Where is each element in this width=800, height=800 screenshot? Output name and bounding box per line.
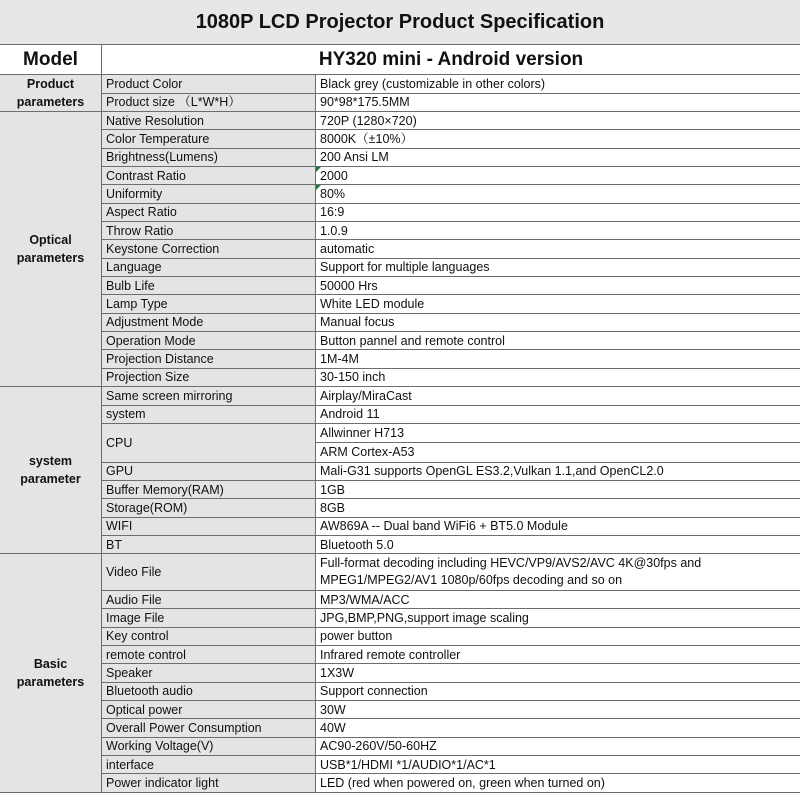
param-name: Operation Mode [102, 332, 316, 350]
param-name: Projection Size [102, 368, 316, 386]
spec-row [0, 590, 800, 608]
param-value: 1X3W [316, 664, 800, 682]
param-name: Native Resolution [102, 112, 316, 130]
param-value: MP3/WMA/ACC [316, 590, 800, 608]
param-name: Same screen mirroring [102, 387, 316, 405]
spec-row [0, 462, 800, 480]
param-value: Manual focus [316, 313, 800, 331]
spec-row [0, 499, 800, 517]
section-label: system parameter [0, 387, 102, 554]
param-value: 8GB [316, 499, 800, 517]
param-value: automatic [316, 240, 800, 258]
param-value: 40W [316, 719, 800, 737]
param-value: LED (red when powered on, green when turned on) [316, 774, 800, 792]
param-value: Bluetooth 5.0 [316, 535, 800, 553]
spec-row [0, 664, 800, 682]
spec-row [0, 258, 800, 276]
section-label: Optical parameters [0, 112, 102, 387]
param-value: Android 11 [316, 405, 800, 423]
spec-row [0, 332, 800, 350]
param-value: 50000 Hrs [316, 277, 800, 295]
title-row [0, 0, 800, 45]
spec-row [0, 627, 800, 645]
param-value: 2000 [316, 167, 800, 185]
param-name: Keystone Correction [102, 240, 316, 258]
spec-row [0, 222, 800, 240]
param-value: Black grey (customizable in other colors) [316, 75, 800, 94]
param-name: Product size （L*W*H） [102, 93, 316, 112]
param-value: Support connection [316, 682, 800, 700]
spec-row [0, 167, 800, 185]
section-label: Product parameters [0, 75, 102, 112]
spec-row [0, 609, 800, 627]
spec-row [0, 387, 800, 405]
param-name: Uniformity [102, 185, 316, 203]
param-value: 200 Ansi LM [316, 148, 800, 166]
model-value: HY320 mini - Android version [102, 45, 800, 75]
spec-row [0, 719, 800, 737]
param-value: USB*1/HDMI *1/AUDIO*1/AC*1 [316, 756, 800, 774]
param-value: White LED module [316, 295, 800, 313]
param-name: BT [102, 535, 316, 553]
spec-row [0, 75, 800, 94]
param-name: WIFI [102, 517, 316, 535]
param-name: Bulb Life [102, 277, 316, 295]
param-name: Throw Ratio [102, 222, 316, 240]
spec-row [0, 774, 800, 792]
param-name: Buffer Memory(RAM) [102, 480, 316, 498]
param-name: Speaker [102, 664, 316, 682]
param-name: Projection Distance [102, 350, 316, 368]
param-value: 16:9 [316, 203, 800, 221]
param-value: Support for multiple languages [316, 258, 800, 276]
param-name: Product Color [102, 75, 316, 94]
param-value: Full-format decoding including HEVC/VP9/AVS2/AVC 4K@30fps and MPEG1/MPEG2/AV1 1080p/60fps decoding and so on [316, 554, 800, 591]
spec-row [0, 682, 800, 700]
spec-row [0, 701, 800, 719]
param-value: JPG,BMP,PNG,support image scaling [316, 609, 800, 627]
param-value-group [316, 423, 800, 462]
param-value: Mali-G31 supports OpenGL ES3.2,Vulkan 1.1,and OpenCL2.0 [316, 462, 800, 480]
param-name: Video File [102, 554, 316, 591]
param-name: Brightness(Lumens) [102, 148, 316, 166]
param-name: Power indicator light [102, 774, 316, 792]
param-value: power button [316, 627, 800, 645]
param-name: Storage(ROM) [102, 499, 316, 517]
param-value: AC90-260V/50-60HZ [316, 737, 800, 755]
param-value-line: Allwinner H713 [320, 425, 405, 440]
param-name: Lamp Type [102, 295, 316, 313]
param-name: Aspect Ratio [102, 203, 316, 221]
param-value: AW869A -- Dual band WiFi6 + BT5.0 Module [316, 517, 800, 535]
param-name: Image File [102, 609, 316, 627]
model-label: Model [0, 45, 102, 75]
param-name: Bluetooth audio [102, 682, 316, 700]
spec-row [0, 148, 800, 166]
spec-row [0, 313, 800, 331]
param-value: Airplay/MiraCast [316, 387, 800, 405]
spec-row [0, 554, 800, 591]
spec-row [0, 737, 800, 755]
spec-row [0, 203, 800, 221]
param-name: CPU [102, 423, 316, 462]
spec-row [0, 535, 800, 553]
param-name: Audio File [102, 590, 316, 608]
spec-row [0, 277, 800, 295]
sheet-title: 1080P LCD Projector Product Specification [0, 0, 800, 45]
param-value: 1GB [316, 480, 800, 498]
spec-row [0, 350, 800, 368]
model-row [0, 45, 800, 75]
spec-row [0, 130, 800, 148]
param-name: Adjustment Mode [102, 313, 316, 331]
param-value: 30W [316, 701, 800, 719]
param-name: interface [102, 756, 316, 774]
param-name: Optical power [102, 701, 316, 719]
param-value: 80% [316, 185, 800, 203]
param-name: Overall Power Consumption [102, 719, 316, 737]
param-value: Infrared remote controller [316, 645, 800, 663]
spec-row [0, 368, 800, 386]
spec-row [0, 423, 800, 462]
spec-row [0, 405, 800, 423]
spec-row [0, 517, 800, 535]
spec-row [0, 756, 800, 774]
section-label: Basic parameters [0, 554, 102, 792]
param-name: GPU [102, 462, 316, 480]
param-name: Working Voltage(V) [102, 737, 316, 755]
spec-row [0, 185, 800, 203]
spec-row [0, 93, 800, 112]
param-value: 720P (1280×720) [316, 112, 800, 130]
param-name: Language [102, 258, 316, 276]
param-name: Contrast Ratio [102, 167, 316, 185]
spec-row [0, 645, 800, 663]
spec-row [0, 480, 800, 498]
param-value: 1M-4M [316, 350, 800, 368]
param-value: 30-150 inch [316, 368, 800, 386]
param-value-line: ARM Cortex-A53 [316, 442, 800, 461]
param-value: 1.0.9 [316, 222, 800, 240]
param-name: system [102, 405, 316, 423]
param-value: 90*98*175.5MM [316, 93, 800, 112]
param-name: Color Temperature [102, 130, 316, 148]
param-name: remote control [102, 645, 316, 663]
param-value: 8000K（±10%） [316, 130, 800, 148]
spec-row [0, 240, 800, 258]
param-value: Button pannel and remote control [316, 332, 800, 350]
spec-row [0, 112, 800, 130]
spec-row [0, 295, 800, 313]
param-name: Key control [102, 627, 316, 645]
